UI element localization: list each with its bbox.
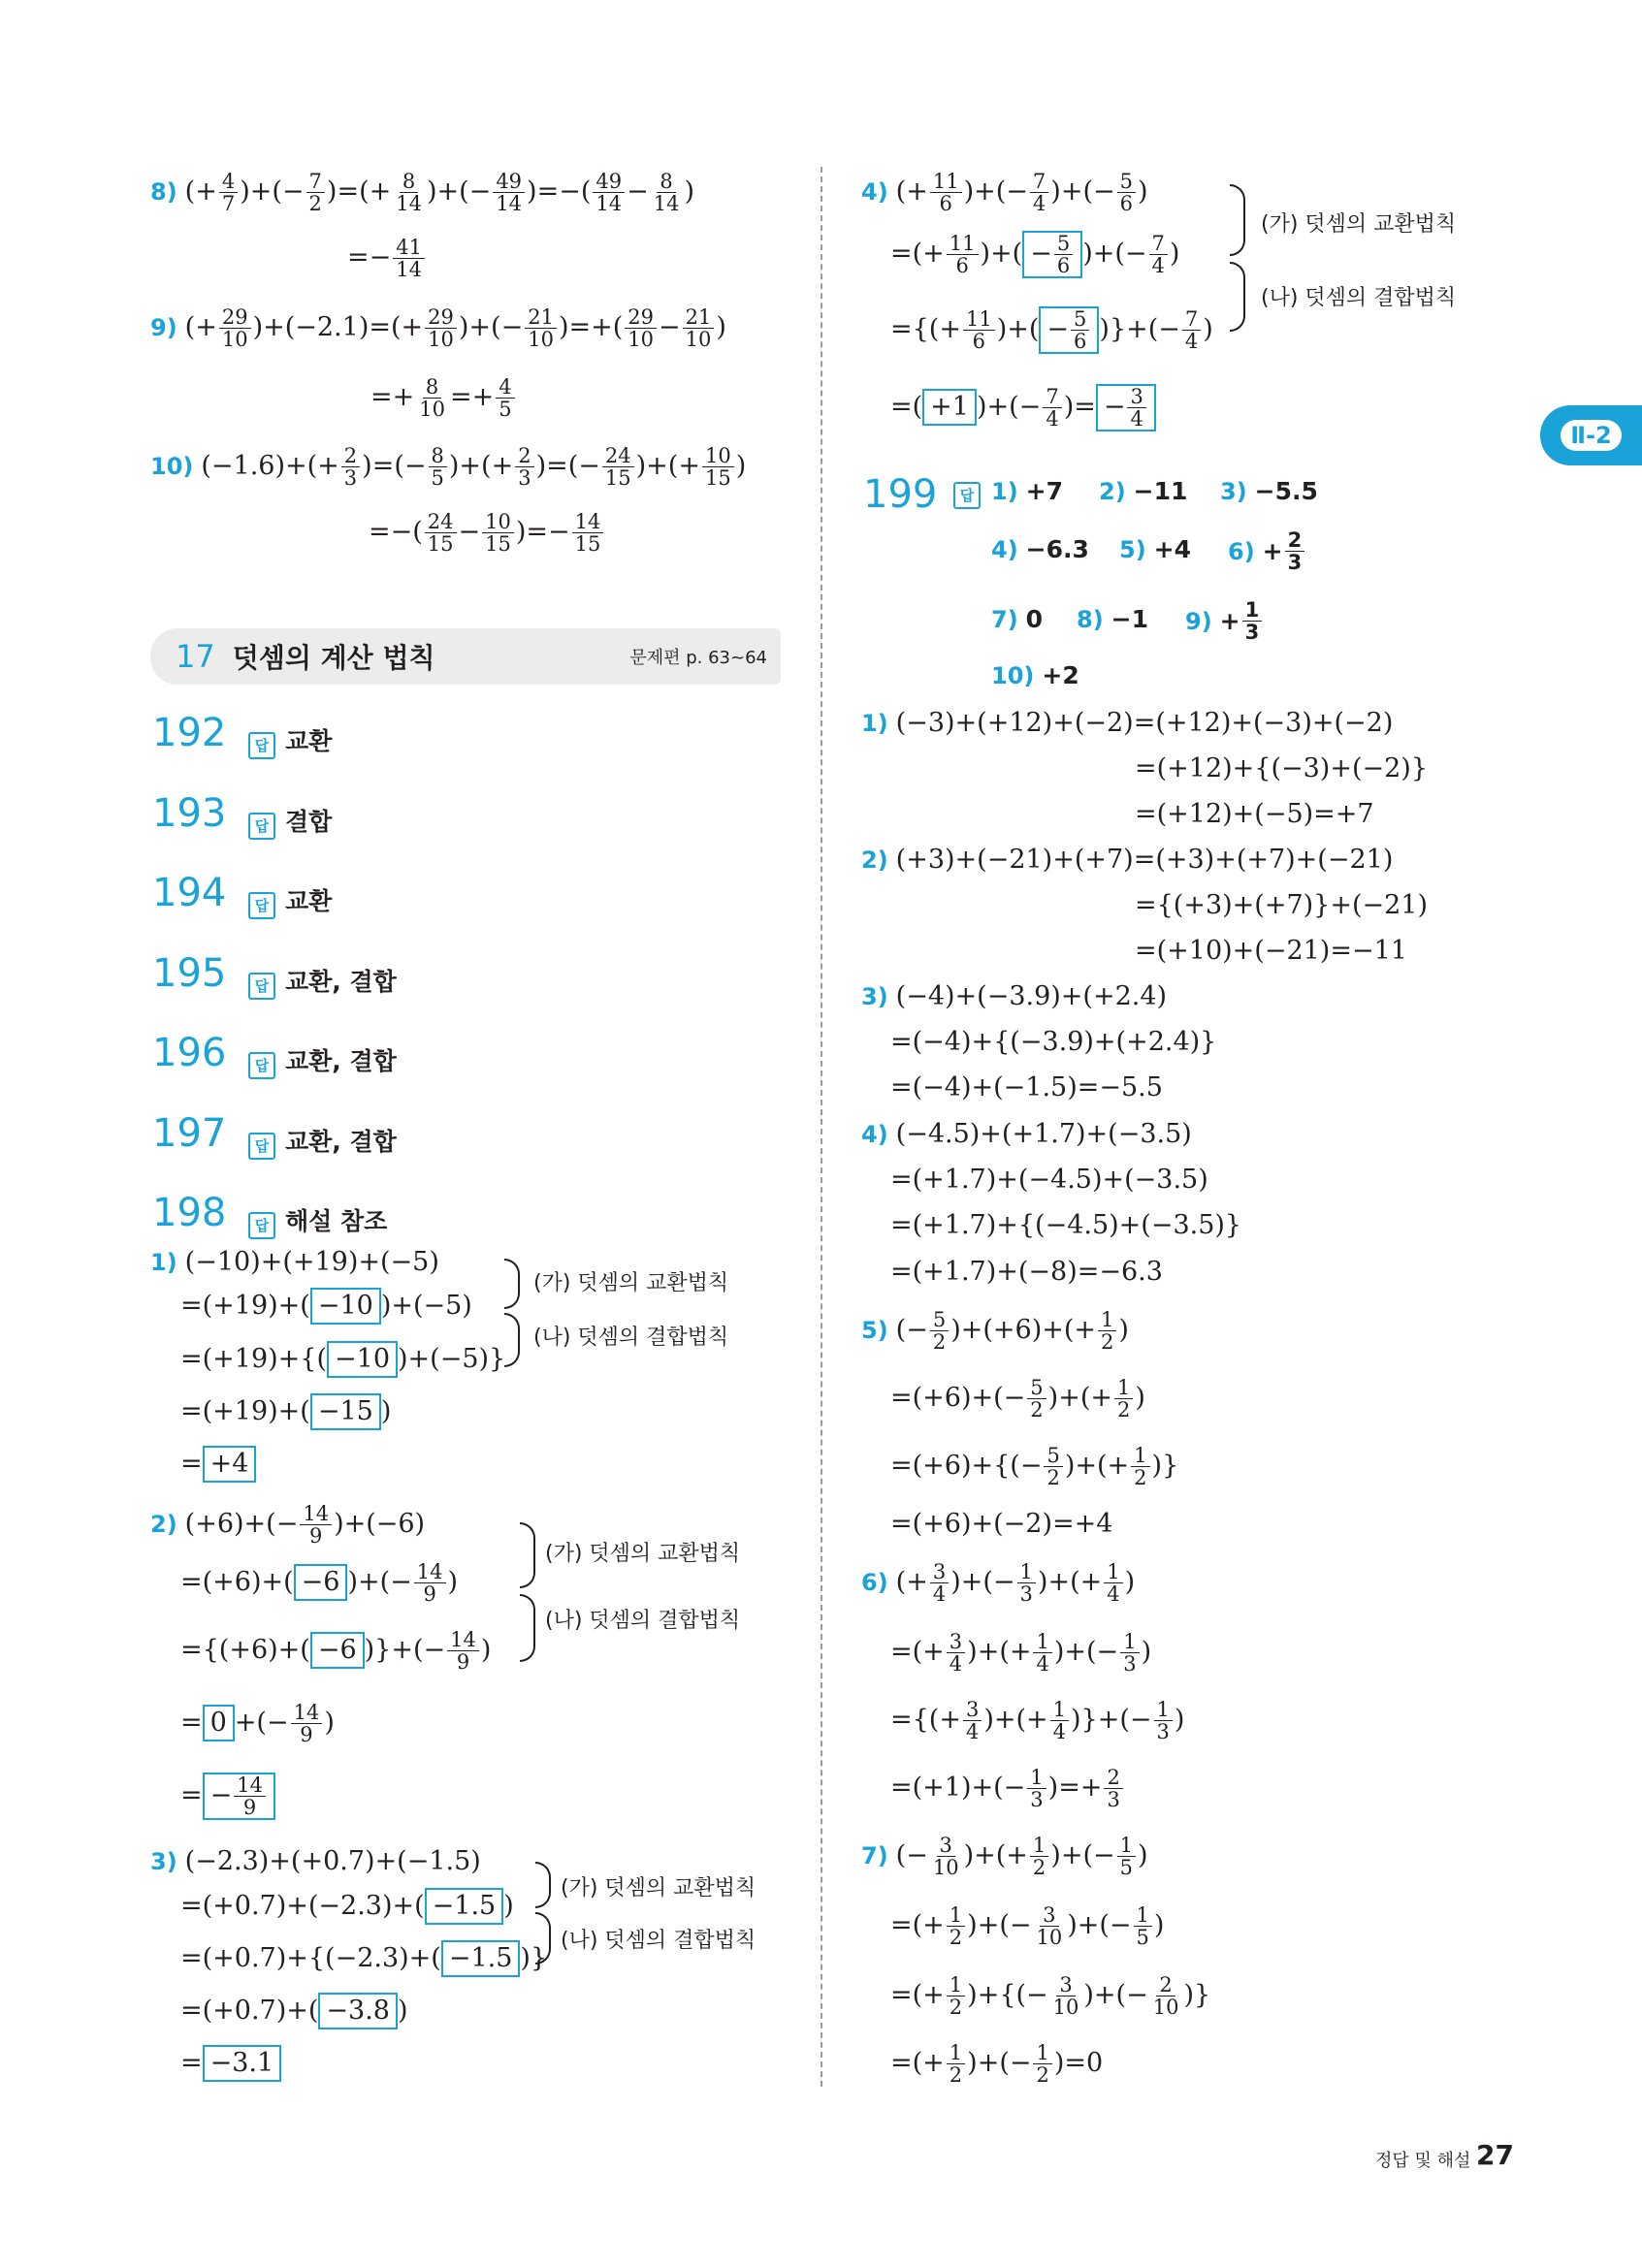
p8-line1: 8) (+ $\frac{4}{7}$ )+(− $\frac{7}{2}$ )=(+ $\frac{8}{14}$ )+(− $\frac{49}{14}$ )=−( $\frac{49}{14}$ − $\frac{8}{14}$ ) [150, 169, 695, 215]
answer-row: 답 교환, 결합 [248, 1042, 397, 1079]
ans199-4: 4) −6.3 [991, 535, 1089, 563]
ans199-6: 6) + $\frac{2}{3}$ [1228, 529, 1306, 573]
answer-badge: 답 [248, 973, 275, 1000]
section-ref: 문제편 p. 63~64 [629, 648, 767, 668]
answer-badge: 답 [248, 1052, 275, 1079]
p9-line1: 9) (+ $\frac{29}{10}$ )+(−2.1)=(+ $\frac{29}{10}$ )+(− $\frac{21}{10}$ )=+( $\frac{29}{10}$ − $\frac{21}{10}$ ) [150, 304, 726, 351]
answer-row: 답 결합 [248, 803, 332, 840]
p199-1-line3: =(+12)+(−5)=+7 [1135, 799, 1374, 829]
p198-2-line2: =(+6)+( −6 )+(− $\frac{14}{9}$ ) [180, 1559, 459, 1606]
bracket [520, 1594, 535, 1662]
p9-label: 9) [150, 314, 177, 341]
page-number: 27 [1476, 2139, 1514, 2171]
p198-2-line3: ={(+6)+( −6 )}+(− $\frac{14}{9}$ ) [180, 1627, 492, 1674]
p198-3-line1: 3) (−2.3)+(+0.7)+(−1.5) [150, 1846, 481, 1876]
r4-line4: =( +1 )+(− $\frac{7}{4}$ )= − $\frac{3}{4}$ [890, 386, 1156, 429]
p199-5-line4: =(+6)+(−2)=+4 [890, 1509, 1113, 1539]
annotation-associative: (나) 덧셈의 결합법칙 [545, 1609, 741, 1633]
p199-3-line1: 3) (−4)+(−3.9)+(+2.4) [861, 981, 1168, 1011]
bracket [1230, 262, 1245, 332]
column-divider [821, 167, 822, 2087]
answer-row: 답 교환 [248, 882, 332, 919]
p198-3-line5: = −3.1 [180, 2042, 281, 2085]
p199-6-line3: ={(+ $\frac{3}{4}$ )+(+ $\frac{1}{4}$ )}+(− $\frac{1}{3}$ ) [890, 1697, 1185, 1743]
annotation-commutative: (가) 덧셈의 교환법칙 [561, 1876, 757, 1901]
problem-number: 197 [152, 1111, 227, 1156]
annotation-associative: (나) 덧셈의 결합법칙 [1261, 286, 1457, 310]
p199-1-line1: 1) (−3)+(+12)+(−2)=(+12)+(−3)+(−2) [861, 708, 1394, 738]
answer-badge: 답 [248, 892, 275, 919]
p198-2-line5: = − $\frac{14}{9}$ [180, 1774, 275, 1817]
p10-label: 10) [150, 453, 194, 480]
p199-1-line2: =(+12)+{(−3)+(−2)} [1135, 753, 1429, 783]
chapter-tab-label: Ⅱ-2 [1561, 420, 1621, 451]
annotation-commutative: (가) 덧셈의 교환법칙 [1261, 212, 1457, 237]
annotation-associative: (나) 덧셈의 결합법칙 [561, 1929, 757, 1953]
p199-4-line4: =(+1.7)+(−8)=−6.3 [890, 1257, 1163, 1287]
p199-5-line3: =(+6)+{(− $\frac{5}{2}$ )+(+ $\frac{1}{2}$ )} [890, 1443, 1179, 1489]
problem-number: 198 [152, 1191, 227, 1235]
bracket [504, 1313, 520, 1367]
ans199-2: 2) −11 [1099, 477, 1188, 505]
p199-3-line3: =(−4)+(−1.5)=−5.5 [890, 1072, 1163, 1102]
answer-badge-199: 답 [953, 482, 990, 509]
p199-4-line1: 4) (−4.5)+(+1.7)+(−3.5) [861, 1119, 1192, 1149]
p199-7-line4: =(+ $\frac{1}{2}$ )+(− $\frac{1}{2}$ )=0 [890, 2040, 1104, 2087]
answer-row: 답 교환, 결합 [248, 1123, 397, 1160]
bracket [504, 1259, 520, 1309]
p8-line2: =− $\frac{41}{14}$ [347, 237, 427, 279]
problem-number: 192 [152, 711, 227, 755]
p199-2-line1: 2) (+3)+(−21)+(+7)=(+3)+(+7)+(−21) [861, 845, 1394, 875]
p198-2-line4: = 0 +(− $\frac{14}{9}$ ) [180, 1700, 335, 1746]
ans199-7: 7) 0 [991, 605, 1044, 633]
bracket [520, 1522, 535, 1588]
p199-6-line2: =(+ $\frac{3}{4}$ )+(+ $\frac{1}{4}$ )+(− $\frac{1}{3}$ ) [890, 1629, 1152, 1676]
problem-number: 193 [152, 791, 227, 836]
answer-badge: 답 [248, 1133, 275, 1160]
annotation-commutative: (가) 덧셈의 교환법칙 [545, 1542, 741, 1566]
r4-line1: 4) (+ $\frac{11}{6}$ )+(− $\frac{7}{4}$ )+(− $\frac{5}{6}$ ) [861, 169, 1148, 215]
p198-3-line3: =(+0.7)+{(−2.3)+( −1.5 )} [180, 1937, 547, 1980]
answer-row: 답 교환 [248, 722, 332, 759]
chapter-tab [1540, 405, 1642, 465]
p10-line2: =−( $\frac{24}{15}$ − $\frac{10}{15}$ )=− $\frac{14}{15}$ [369, 511, 605, 554]
p198-2-line1: 2) (+6)+(− $\frac{14}{9}$ )+(−6) [150, 1501, 426, 1548]
p198-1-line3: =(+19)+{( −10 )+(−5)} [180, 1338, 505, 1381]
bracket [535, 1912, 551, 1965]
annotation-associative: (나) 덧셈의 결합법칙 [533, 1326, 729, 1350]
section-number: 17 [176, 638, 215, 675]
ans199-1: 1) +7 [991, 477, 1064, 505]
section-header [150, 628, 781, 685]
p199-4-line2: =(+1.7)+(−4.5)+(−3.5) [890, 1165, 1208, 1195]
answer-row: 답 교환, 결합 [248, 963, 397, 1000]
p199-4-line3: =(+1.7)+{(−4.5)+(−3.5)} [890, 1210, 1242, 1240]
answer-badge: 답 [248, 1212, 275, 1239]
ans199-5: 5) +4 [1119, 535, 1192, 563]
bracket [1230, 184, 1245, 256]
p198-3-line2: =(+0.7)+(−2.3)+( −1.5 ) [180, 1885, 514, 1928]
p199-7-line2: =(+ $\frac{1}{2}$ )+(− $\frac{3}{10}$ )+(− $\frac{1}{5}$ ) [890, 1902, 1165, 1949]
p199-7-line1: 7) (− $\frac{3}{10}$ )+(+ $\frac{1}{2}$ )+(− $\frac{1}{5}$ ) [861, 1833, 1148, 1879]
p199-7-line3: =(+ $\frac{1}{2}$ )+{(− $\frac{3}{10}$ )+(− $\frac{2}{10}$ )} [890, 1972, 1211, 2019]
problem-number: 196 [152, 1031, 227, 1075]
footer-label: 정답 및 해설 [1375, 2151, 1471, 2171]
annotation-commutative: (가) 덧셈의 교환법칙 [533, 1271, 729, 1295]
ans199-9: 9) + $\frac{1}{3}$ [1185, 599, 1264, 643]
p199-3-line2: =(−4)+{(−3.9)+(+2.4)} [890, 1027, 1217, 1057]
answer-row: 답 해설 참조 [248, 1202, 387, 1239]
p199-5-line1: 5) (− $\frac{5}{2}$ )+(+6)+(+ $\frac{1}{2}$ ) [861, 1307, 1129, 1354]
section-title: 덧셈의 계산 법칙 [232, 642, 435, 674]
problem-number: 194 [152, 871, 227, 915]
ans199-8: 8) −1 [1077, 605, 1149, 633]
r4-line3: ={(+ $\frac{11}{6}$ )+( − $\frac{5}{6}$ )}+(− $\frac{7}{4}$ ) [890, 306, 1213, 353]
problem-number: 195 [152, 951, 227, 996]
p199-6-line1: 6) (+ $\frac{3}{4}$ )+(− $\frac{1}{3}$ )+(+ $\frac{1}{4}$ ) [861, 1559, 1136, 1606]
bracket [535, 1862, 551, 1908]
p9-line2: =+ $\frac{8}{10}$ =+ $\frac{4}{5}$ [370, 376, 517, 419]
p10-line1: 10) (−1.6)+(+ $\frac{2}{3}$ )=(− $\frac{8}{5}$ )+(+ $\frac{2}{3}$ )=(− $\frac{24}{15}$ )+(+ $\frac{10}{15}$ ) [150, 443, 747, 490]
p198-3-line4: =(+0.7)+( −3.8 ) [180, 1990, 408, 2032]
p199-2-line3: =(+10)+(−21)=−11 [1135, 936, 1407, 966]
answer-badge: 답 [248, 813, 275, 840]
p198-1-line5: = +4 [180, 1443, 256, 1485]
problem-number-199: 199 [863, 472, 938, 517]
answer-badge: 답 [248, 732, 275, 759]
p8-label: 8) [150, 178, 177, 206]
p199-6-line4: =(+1)+(− $\frac{1}{3}$ )=+ $\frac{2}{3}$ [890, 1767, 1125, 1809]
ans199-3: 3) −5.5 [1220, 477, 1318, 505]
r4-line2: =(+ $\frac{11}{6}$ )+( − $\frac{5}{6}$ )+(− $\frac{7}{4}$ ) [890, 231, 1180, 277]
p198-1-line2: =(+19)+( −10 )+(−5) [180, 1285, 472, 1327]
p198-1-line1: 1) (−10)+(+19)+(−5) [150, 1247, 439, 1277]
p198-1-line4: =(+19)+( −15 ) [180, 1390, 391, 1433]
p199-5-line2: =(+6)+(− $\frac{5}{2}$ )+(+ $\frac{1}{2}$ ) [890, 1375, 1145, 1421]
ans199-10: 10) +2 [991, 661, 1079, 689]
p199-2-line2: ={(+3)+(+7)}+(−21) [1135, 890, 1429, 920]
